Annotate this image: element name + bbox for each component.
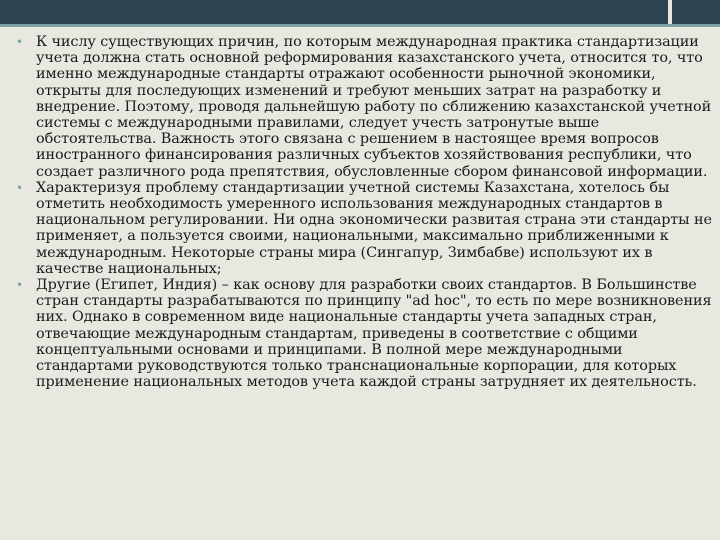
bullet-text: Другие (Египет, Индия) – как основу для разработки своих стандартов. В Большинстве стран стандарты разрабатываются по принципу "ad hoc", то есть по мере возникновения них. Однако в современном виде национальные стандарты учета западных стран, отвечающие международным стандартам, приведены в соответствие с общими концептуальными основами и принципами. В полной мере международными стандартами руководствуются только транснациональные корпорации, для которых применение национальных методов учета каждой страны затрудняет их деятельность. — [36, 277, 712, 391]
bullet-text: К числу существующих причин, по которым международная практика стандартизации учета должна стать основной реформирования казахстанского учета, относится то, что именно международные стандарты отражают особенности рыночной экономики, открыты для последующих изменений и требуют меньших затрат на разработку и внедрение. Поэтому, проводя дальнейшую работу по сближению казахстанской учетной системы с международными правилами, следует учесть затронутые выше обстоятельства. Важность этого связана с решением в настоящее время вопросов иностранного финансирования различных субъектов хозяйствования республики, что создает различного рода препятствия, обусловленные сбором финансовой информации. — [36, 34, 712, 180]
bullet-item — [8, 277, 716, 390]
bullet-item — [8, 180, 716, 277]
header-bar — [0, 0, 668, 24]
bullet-item — [8, 34, 716, 180]
bullet-icon: • — [16, 35, 23, 49]
bullet-text: Характеризуя проблему стандартизации учетной системы Казахстана, хотелось бы отметить необходимость умеренного использования международных стандартов в национальном регулировании. Ни одна экономически развитая страна эти стандарты не применяет, а пользуется своими, национальными, максимально приближенными к международным. Некоторые страны мира (Сингапур, Зимбабве) используют их в качестве национальных; — [36, 179, 712, 277]
slide-body — [8, 34, 716, 390]
header-bar-corner — [672, 0, 720, 24]
bullet-icon: • — [16, 180, 23, 195]
header-accent-line — [0, 24, 720, 27]
bullet-icon: • — [16, 278, 23, 293]
